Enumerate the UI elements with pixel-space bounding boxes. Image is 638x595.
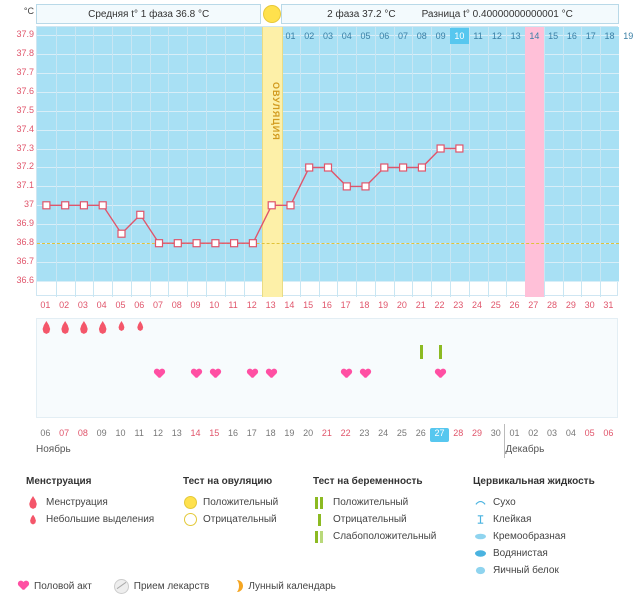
calendar-date-cell[interactable]: 01 (509, 428, 520, 438)
cycle-day-label[interactable]: 23 (453, 300, 464, 310)
legend-cervical-fluid-title: Цервикальная жидкость (473, 476, 595, 487)
phase2-day-cell[interactable]: 09 (435, 31, 446, 41)
sticky-icon (473, 514, 487, 525)
month-labels (36, 444, 618, 458)
calendar-date-cell[interactable]: 15 (209, 428, 220, 438)
y-axis-tick: 37.5 (16, 104, 34, 115)
moon-icon (231, 580, 243, 592)
legend-item (26, 494, 181, 511)
phase2-day-cell[interactable]: 16 (566, 31, 577, 41)
legend-intercourse (18, 581, 92, 592)
drop-small-icon (118, 321, 125, 331)
legend-ovulation-test-title: Тест на овуляцию (183, 476, 273, 487)
legend-label: Клейкая (493, 514, 532, 525)
phase2-day-cell[interactable]: 05 (360, 31, 371, 41)
cycle-day-label[interactable]: 01 (40, 300, 51, 310)
creamy-icon (473, 531, 487, 542)
symbol-cell[interactable] (262, 369, 281, 382)
legend-label: Половой акт (34, 580, 92, 592)
temperature-chart[interactable] (36, 26, 634, 296)
cycle-day-label[interactable]: 25 (490, 300, 501, 310)
legend-label: Положительный (333, 497, 409, 508)
symbol-cell[interactable] (187, 369, 206, 382)
phase2-average-label: 2 фаза 37.2 °C (327, 8, 396, 20)
y-axis-tick: 36.7 (16, 256, 34, 267)
legend-bottom-row (8, 578, 618, 594)
calendar-date-cell[interactable]: 22 (340, 428, 351, 438)
symbol-cell[interactable] (431, 369, 450, 382)
y-axis-tick: 37.8 (16, 47, 34, 58)
cycle-day-label[interactable]: 10 (209, 300, 220, 310)
legend-label: Кремообразная (493, 531, 566, 542)
phase1-average-label: Средняя t° 1 фаза 36.8 °C (88, 8, 210, 20)
calendar-date-cell[interactable]: 16 (228, 428, 239, 438)
phase2-day-cell[interactable]: 18 (604, 31, 615, 41)
ovulation-stripe-label: ОВУЛЯЦИЯ (271, 81, 282, 141)
legend-item (473, 528, 633, 545)
calendar-date-cell[interactable]: 09 (96, 428, 107, 438)
calendar-date-cell[interactable]: 30 (490, 428, 501, 438)
phase2-day-cell[interactable]: 19 (623, 31, 634, 41)
heart-icon (247, 369, 258, 379)
heart-icon (210, 369, 221, 379)
legend-pregnancy-test (313, 476, 473, 545)
calendar-date-cell[interactable]: 29 (471, 428, 482, 438)
y-axis-tick: 37.9 (16, 29, 34, 39)
drop-icon (98, 321, 107, 334)
heart-icon (360, 369, 371, 379)
legend-label: Слабоположительный (333, 531, 437, 542)
calendar-date-cell[interactable]: 19 (284, 428, 295, 438)
calendar-date-cell[interactable]: 10 (115, 428, 126, 438)
legend-lunar-calendar (231, 580, 336, 592)
legend-menstruation-title: Менструация (26, 476, 92, 487)
symbol-cell[interactable] (206, 369, 225, 382)
legend (8, 476, 618, 591)
cycle-day-axis[interactable] (36, 300, 618, 314)
phase2-day-cell[interactable]: 13 (510, 31, 521, 41)
cycle-day-label[interactable]: 27 (528, 300, 539, 310)
calendar-date-cell[interactable]: 06 (603, 428, 614, 438)
cycle-day-label[interactable]: 16 (321, 300, 332, 310)
cycle-day-label[interactable]: 31 (603, 300, 614, 310)
cycle-day-label[interactable]: 26 (509, 300, 520, 310)
legend-label: Водянистая (493, 548, 548, 559)
phase1-average-bar (36, 4, 261, 24)
symbol-cell[interactable] (75, 321, 94, 337)
ovulation-dot-icon (263, 5, 281, 23)
drop-icon (26, 496, 40, 509)
test-stick-icon (439, 345, 442, 359)
heart-icon (191, 369, 202, 379)
temperature-series (37, 27, 619, 297)
test-stick-icon (420, 345, 423, 359)
y-axis-tick: 36.6 (16, 275, 34, 285)
y-axis-tick: 37.7 (16, 66, 34, 77)
y-axis-tick: 36.9 (16, 218, 34, 229)
heart-icon (18, 581, 29, 591)
cycle-day-label[interactable]: 02 (59, 300, 70, 310)
calendar-date-cell[interactable]: 26 (415, 428, 426, 438)
legend-item (473, 511, 633, 528)
legend-label: Сухо (493, 497, 516, 508)
cycle-day-label[interactable]: 11 (228, 300, 238, 310)
symbols-panel[interactable] (36, 318, 618, 418)
legend-item (313, 511, 473, 528)
phase2-day-cell[interactable]: 12 (491, 31, 502, 41)
drop-icon (42, 321, 51, 334)
cycle-day-label[interactable]: 13 (265, 300, 276, 310)
calendar-date-cell[interactable]: 08 (77, 428, 88, 438)
legend-label: Небольшие выделения (46, 514, 155, 525)
circle-filled-icon (183, 496, 197, 509)
y-axis-tick: 37.4 (16, 123, 34, 134)
calendar-date-cell[interactable]: 11 (134, 428, 144, 438)
phase2-day-cell[interactable]: 11 (473, 31, 483, 41)
calendar-date-cell[interactable]: 14 (190, 428, 201, 438)
y-axis-tick: 37.6 (16, 85, 34, 96)
symbol-cell[interactable] (356, 369, 375, 382)
legend-item (183, 494, 323, 511)
heart-icon (266, 369, 277, 379)
symbol-cell[interactable] (244, 369, 263, 382)
legend-medication (114, 579, 210, 594)
calendar-date-cell[interactable]: 05 (584, 428, 595, 438)
legend-item (313, 494, 473, 511)
calendar-date-cell[interactable]: 27 (430, 428, 449, 442)
cycle-day-label[interactable]: 19 (378, 300, 389, 310)
calendar-date-cell[interactable]: 13 (171, 428, 182, 438)
calendar-date-cell[interactable]: 20 (303, 428, 314, 438)
legend-label: Отрицательный (333, 514, 407, 525)
legend-label: Менструация (46, 497, 108, 508)
y-axis-tick: 36.8 (16, 237, 34, 248)
cycle-day-label[interactable]: 07 (152, 300, 163, 310)
calendar-date-cell[interactable]: 02 (528, 428, 539, 438)
phase2-day-cell[interactable]: 01 (285, 31, 296, 41)
cycle-day-label[interactable]: 14 (284, 300, 295, 310)
legend-menstruation (26, 476, 181, 528)
phase2-day-cell[interactable]: 14 (529, 31, 540, 41)
heart-icon (435, 369, 446, 379)
drop-icon (61, 321, 70, 334)
legend-label: Яичный белок (493, 565, 559, 576)
month-label-right: Декабрь (505, 444, 545, 455)
symbol-cell[interactable] (37, 321, 56, 337)
legend-pregnancy-test-title: Тест на беременность (313, 476, 423, 487)
cycle-day-label[interactable]: 05 (115, 300, 126, 310)
phase2-day-cell[interactable]: 15 (548, 31, 559, 41)
drop-icon (79, 321, 88, 334)
cycle-day-label[interactable]: 28 (547, 300, 558, 310)
cycle-day-label[interactable]: 30 (584, 300, 595, 310)
symbol-cell[interactable] (56, 321, 75, 337)
legend-label: Положительный (203, 497, 279, 508)
phase2-day-cell[interactable]: 02 (304, 31, 315, 41)
calendar-date-cell[interactable]: 17 (246, 428, 257, 438)
cycle-day-label[interactable]: 29 (565, 300, 576, 310)
symbol-cell[interactable] (131, 321, 150, 334)
calendar-date-cell[interactable]: 06 (40, 428, 51, 438)
legend-item (473, 494, 633, 511)
dry-icon (473, 497, 487, 508)
calendar-date-row[interactable] (36, 428, 618, 442)
phase2-day-cell[interactable]: 07 (398, 31, 409, 41)
cycle-day-label[interactable]: 03 (77, 300, 88, 310)
legend-item (473, 562, 633, 579)
calendar-date-cell[interactable]: 12 (152, 428, 163, 438)
heart-icon (154, 369, 165, 379)
watery-icon (473, 548, 487, 559)
legend-ovulation-test (183, 476, 323, 528)
egg-white-icon (473, 565, 487, 576)
calendar-date-cell[interactable]: 23 (359, 428, 370, 438)
cycle-day-label[interactable]: 06 (134, 300, 145, 310)
y-axis-tick: 37.1 (16, 180, 34, 191)
cycle-day-label[interactable]: 04 (96, 300, 107, 310)
symbol-cell[interactable] (112, 321, 131, 334)
symbol-cell[interactable] (412, 345, 431, 359)
phase2-day-cell[interactable]: 17 (585, 31, 596, 41)
legend-item (473, 545, 633, 562)
cycle-day-label[interactable]: 24 (471, 300, 482, 310)
legend-label: Лунный календарь (248, 580, 336, 592)
symbol-cell[interactable] (431, 345, 450, 359)
legend-item (183, 511, 323, 528)
symbol-cell[interactable] (337, 369, 356, 382)
weak-two-sticks-icon (313, 531, 327, 543)
symbol-cell[interactable] (93, 321, 112, 337)
cycle-day-label[interactable]: 17 (340, 300, 351, 310)
cycle-day-label[interactable]: 22 (434, 300, 445, 310)
cycle-day-label[interactable]: 15 (303, 300, 314, 310)
ovulation-test-row (37, 345, 619, 369)
legend-item (313, 528, 473, 545)
calendar-date-cell[interactable]: 18 (265, 428, 276, 438)
circle-empty-icon (183, 513, 197, 526)
phase2-day-cell[interactable]: 10 (450, 28, 469, 44)
y-axis-tick: 37 (23, 199, 34, 210)
phase2-day-cell[interactable]: 04 (341, 31, 352, 41)
phase2-average-bar (281, 4, 619, 24)
calendar-date-cell[interactable]: 28 (453, 428, 464, 438)
y-axis-unit: °C (23, 6, 34, 16)
symbol-cell[interactable] (150, 369, 169, 382)
cycle-day-label[interactable]: 08 (171, 300, 182, 310)
drop-small-icon (137, 321, 144, 331)
heart-icon (341, 369, 352, 379)
cycle-day-label[interactable]: 12 (246, 300, 257, 310)
calendar-date-cell[interactable]: 24 (378, 428, 389, 438)
calendar-date-cell[interactable]: 04 (565, 428, 576, 438)
calendar-date-cell[interactable]: 21 (321, 428, 332, 438)
one-stick-icon (313, 514, 327, 526)
cycle-day-label[interactable]: 20 (396, 300, 407, 310)
y-axis-tick: 37.2 (16, 161, 34, 172)
month-label-left: Ноябрь (36, 444, 71, 455)
cycle-day-label[interactable]: 18 (359, 300, 370, 310)
legend-label: Прием лекарств (133, 580, 210, 592)
pill-icon (114, 579, 129, 594)
legend-cervical-fluid (473, 476, 633, 579)
cycle-day-label[interactable]: 21 (415, 300, 426, 310)
phase2-day-cell[interactable]: 06 (379, 31, 390, 41)
menstruation-row (37, 321, 619, 345)
cycle-day-label[interactable]: 09 (190, 300, 201, 310)
phase-difference-label: Разница t° 0.40000000000001 °C (421, 8, 573, 20)
calendar-date-cell[interactable]: 07 (59, 428, 70, 438)
intercourse-row (37, 369, 619, 393)
phase2-day-cell[interactable]: 03 (322, 31, 333, 41)
legend-item (26, 511, 181, 528)
two-sticks-icon (313, 497, 327, 509)
calendar-date-cell[interactable]: 25 (396, 428, 407, 438)
drop-small-icon (26, 515, 40, 525)
y-axis-tick: 37.3 (16, 142, 34, 153)
phase2-day-cell[interactable]: 08 (416, 31, 427, 41)
legend-label: Отрицательный (203, 514, 277, 525)
calendar-date-cell[interactable]: 03 (547, 428, 558, 438)
